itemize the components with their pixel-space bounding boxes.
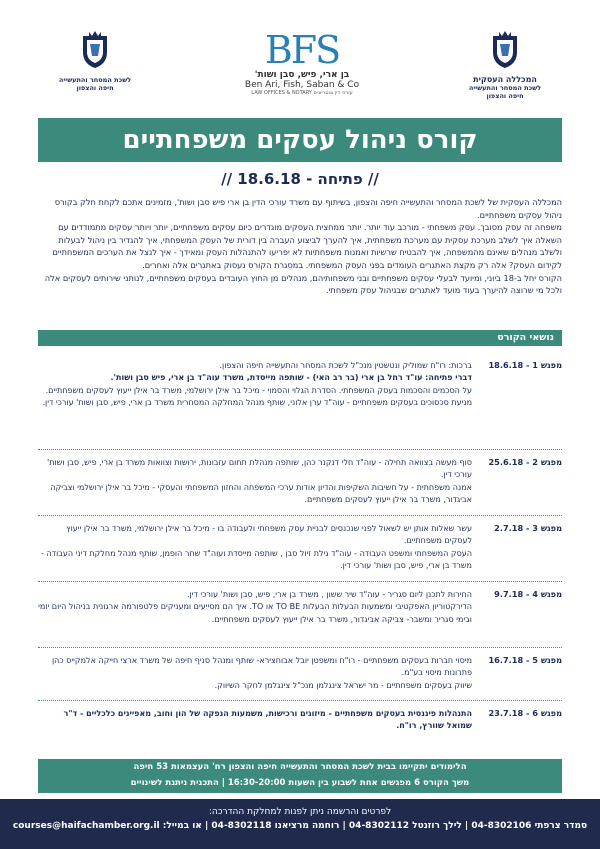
left-logo-line-2: חיפה והצפון xyxy=(76,84,114,92)
topics-title: נושאי הקורס xyxy=(497,332,554,343)
left-logo-line-1: לשכת המסחר והתעשייה xyxy=(58,76,132,84)
divider xyxy=(38,515,562,516)
page-title: קורס ניהול עסקים משפחתיים xyxy=(122,125,478,155)
session-line: ברכות: רו"ח שמוליק ונטשטין מנכ"ל לשכת המסחר והתעשייה חיפה והצפון. xyxy=(219,361,472,370)
intro-text xyxy=(38,196,562,297)
divider xyxy=(38,700,562,701)
contact-details: סמדר צרפתי 04-8302106 | לילך רוזנטל 04-8302112 | רוחמה מרציאנו 04-8302118 | או במייל: courses@haifachamber.org.il xyxy=(12,821,588,831)
session-line: הדירקטוריון האפקטיבי ומשמעות הבעלות הבעלות TO BE או TO. איך הם מסייעים ומעניקים פלטפורמה ארגונית בניהול היום יומי ובימי סגריר ומשבר- צביקה אביגדור, משרד בר אילן ייעוץ לעסקים משפחתיים. xyxy=(38,602,472,624)
intro-paragraph-3: הקורס יחל ב-18 ביוני, ומיועד לבעלי עסקים משפחתיים ובני משפחותיהם, מנהלים מן החוץ העובדים בעסקים משפחתיים, לנותני שירותים לעסקים אלה ולכל מי שרוצה להיערך בעוד מועד לאתגרים שבניהול עסק משפחתי. xyxy=(44,272,562,296)
college-logo-right xyxy=(460,30,550,100)
right-logo-line-1: המכללה העסקית xyxy=(473,75,537,84)
session-body xyxy=(38,457,472,507)
location-line: הלימודים יתקיימו בבית לשכת המסחר והתעשייה חיפה והצפון רח' העצמאות 53 חיפה xyxy=(133,762,467,772)
header xyxy=(0,0,600,115)
bfs-hebrew-name: בן ארי, פיש, סבן ושות' xyxy=(254,70,350,80)
schedule-line: משך הקורס 6 מפגשים אחת לשבוע בין השעות 16:30-20:00 | התכנית ניתנת לשינויים xyxy=(130,778,470,788)
divider xyxy=(38,449,562,450)
topics-band xyxy=(38,330,562,346)
session-line: על הסכמים והסכמות בעסק המשפחתי. הסדרת הגלוי והסמוי - מיכל בר אילן ירושלמי, משרד בר אילן ייעוץ לעסקים משפחתיים. xyxy=(45,385,472,395)
session-number: מפגש 2 - 25.6.18 xyxy=(488,457,562,467)
session-line: התנהלות פיננסית בעסקים משפחתיים - מיזוגים ורכישות, משמעות הנפקה של הון וחוב, מאפיינים כלכליים - ד"ר שמואל שוורץ, רו"ח. xyxy=(63,709,472,731)
session-line: עשר שאלות אותן יש לשאול לפני שנכנסים לבניית עסק משפחתי ולעבודה בו - מיכל בר אילן ירושלמי, משרד בר אילן ייעוץ לעסקים משפחתיים. xyxy=(66,524,472,546)
title-band xyxy=(38,118,562,162)
session-body xyxy=(38,655,472,692)
contact-band xyxy=(0,799,600,849)
session-body xyxy=(38,589,472,626)
intro-paragraph-2: משפחה זה עסק מסובך. עסק משפחתי - מורכב עוד יותר. יותר ממחצית העסקים מוגדרים כיום עסקים משפחתיים, יותר ויותר עסקים מתמודדים עם השאלה איך לשלב מערכת עסקית עם מערכת משפחתית, איך להערך לביצוע העברה בין דורית של העסק המשפחתי, איך להגדיר בין ניהול לבעלות ולשלב מנהלים שאינם מהמשפחה, איך להבטיח שרשיות ואמנות משפחתיות לא יפריעו להתנהלות העסק ומאידך - איך לנצל את הערכים המשפחתיים לקידום העסק? אלה רק מקצת האתגרים העומדים בפני העסק המשפחתי. במסגרת הקורס נעסוק באתגרים אלה ואחרים. xyxy=(52,222,562,270)
crest-icon xyxy=(77,30,113,70)
session-line: מניעת סכסוכים בעסקים משפחתיים - עוה"ד ערן אלוני, שותף מנהל המחלקה המסחרית משרד בן ארי, פיש, סבן ושות' עורכי דין. xyxy=(42,398,472,408)
location-band xyxy=(38,759,562,793)
opening-date: // פתיחה - 18.6.18 // xyxy=(221,170,379,188)
crest-icon xyxy=(487,30,523,70)
session-body xyxy=(38,360,472,410)
chamber-logo-left xyxy=(50,30,140,92)
session-number: מפגש 6 - 23.7.18 xyxy=(488,708,562,718)
right-logo-line-2: לשכת המסחר והתעשייה xyxy=(468,84,542,92)
divider xyxy=(38,647,562,648)
session-line: דברי פתיחה: עו"ד רחל בן ארי (בר רב האי) - שותפה מייסדת, משרד עוה"ד בן ארי, פיש סבן ושות'. xyxy=(110,373,472,383)
session-line: אמנה משפחתית - על חשיבות השקיפות והדיון אודות ערכי המשפחה והחזון המשפחתי והעסקי - מיכל בר אילן ירושלמי וצביקה אביגדור, משרד בר אילן ייעוץ לעסקים משפחתיים. xyxy=(50,482,472,505)
bfs-english-name: Ben Ari, Fish, Saban & Co xyxy=(244,80,360,90)
bfs-mark: BFS xyxy=(264,28,340,72)
session-line: שיווק בעסקים משפחתיים - מר ישראל צינגלמן מנכ"ל צינגלמן לחקר השיווק. xyxy=(214,680,472,690)
session-line: העסק המשפחתי ומשפט העבודה - עוה"ד גילת זיול סבן , שותפה מייסדת ועוה"ד שחר הופמן, שותף מנהל מחלקת דיני העבודה - משרד בן ארי, פיש, סבן ושות' עורכי דין. xyxy=(41,548,472,571)
bfs-logo xyxy=(222,30,382,97)
session-number: מפגש 3 - 2.7.18 xyxy=(494,523,562,533)
intro-paragraph-1: המכללה העסקית של לשכת המסחר והתעשייה חיפה והצפון, בשיתוף עם משרד עורכי הדין בן ארי פיש סבן ושות', מזמינים אתכם לקחת חלק בקורס ניהול עסקים משפחתיים. xyxy=(54,197,562,220)
session-body xyxy=(38,523,472,573)
divider xyxy=(38,581,562,582)
session-number: מפגש 5 - 16.7.18 xyxy=(488,655,562,665)
right-logo-line-3: חיפה והצפון xyxy=(486,92,524,100)
session-body xyxy=(38,708,472,733)
session-line: סוף מעשה בצוואה תחילה - עוה"ד חלי דנקנר כהן, שותפה מנהלת תחום עזבונות, ירושות וצוואות משרד בן ארי, פיש, סבן ושות' עורכי דין. xyxy=(47,458,472,480)
session-number: מפגש 1 - 18.6.18 xyxy=(488,360,562,370)
contact-heading: לפרטים והרשמה ניתן לפנות למחלקת ההדרכה: xyxy=(208,807,392,817)
session-line: החירות לתכנן ליום סגריר - עוה"ד שיר ששון , משרד בן ארי, פיש, סבן ושות' עורכי דין. xyxy=(186,590,472,599)
session-line: מיסוי חברות בעסקים משפחתיים - רו"ח ומשפטן יובל אבוחצירא- שותף ומנהל סניף חיפה של משרד ארצי חייקה אלמקייס כהן פתרונות מיסוי בע"מ. xyxy=(51,656,472,678)
bfs-tagline: LAW OFFICES & NOTARY עורכי דין ונוטריונים xyxy=(251,90,353,96)
session-number: מפגש 4 - 9.7.18 xyxy=(494,589,562,599)
